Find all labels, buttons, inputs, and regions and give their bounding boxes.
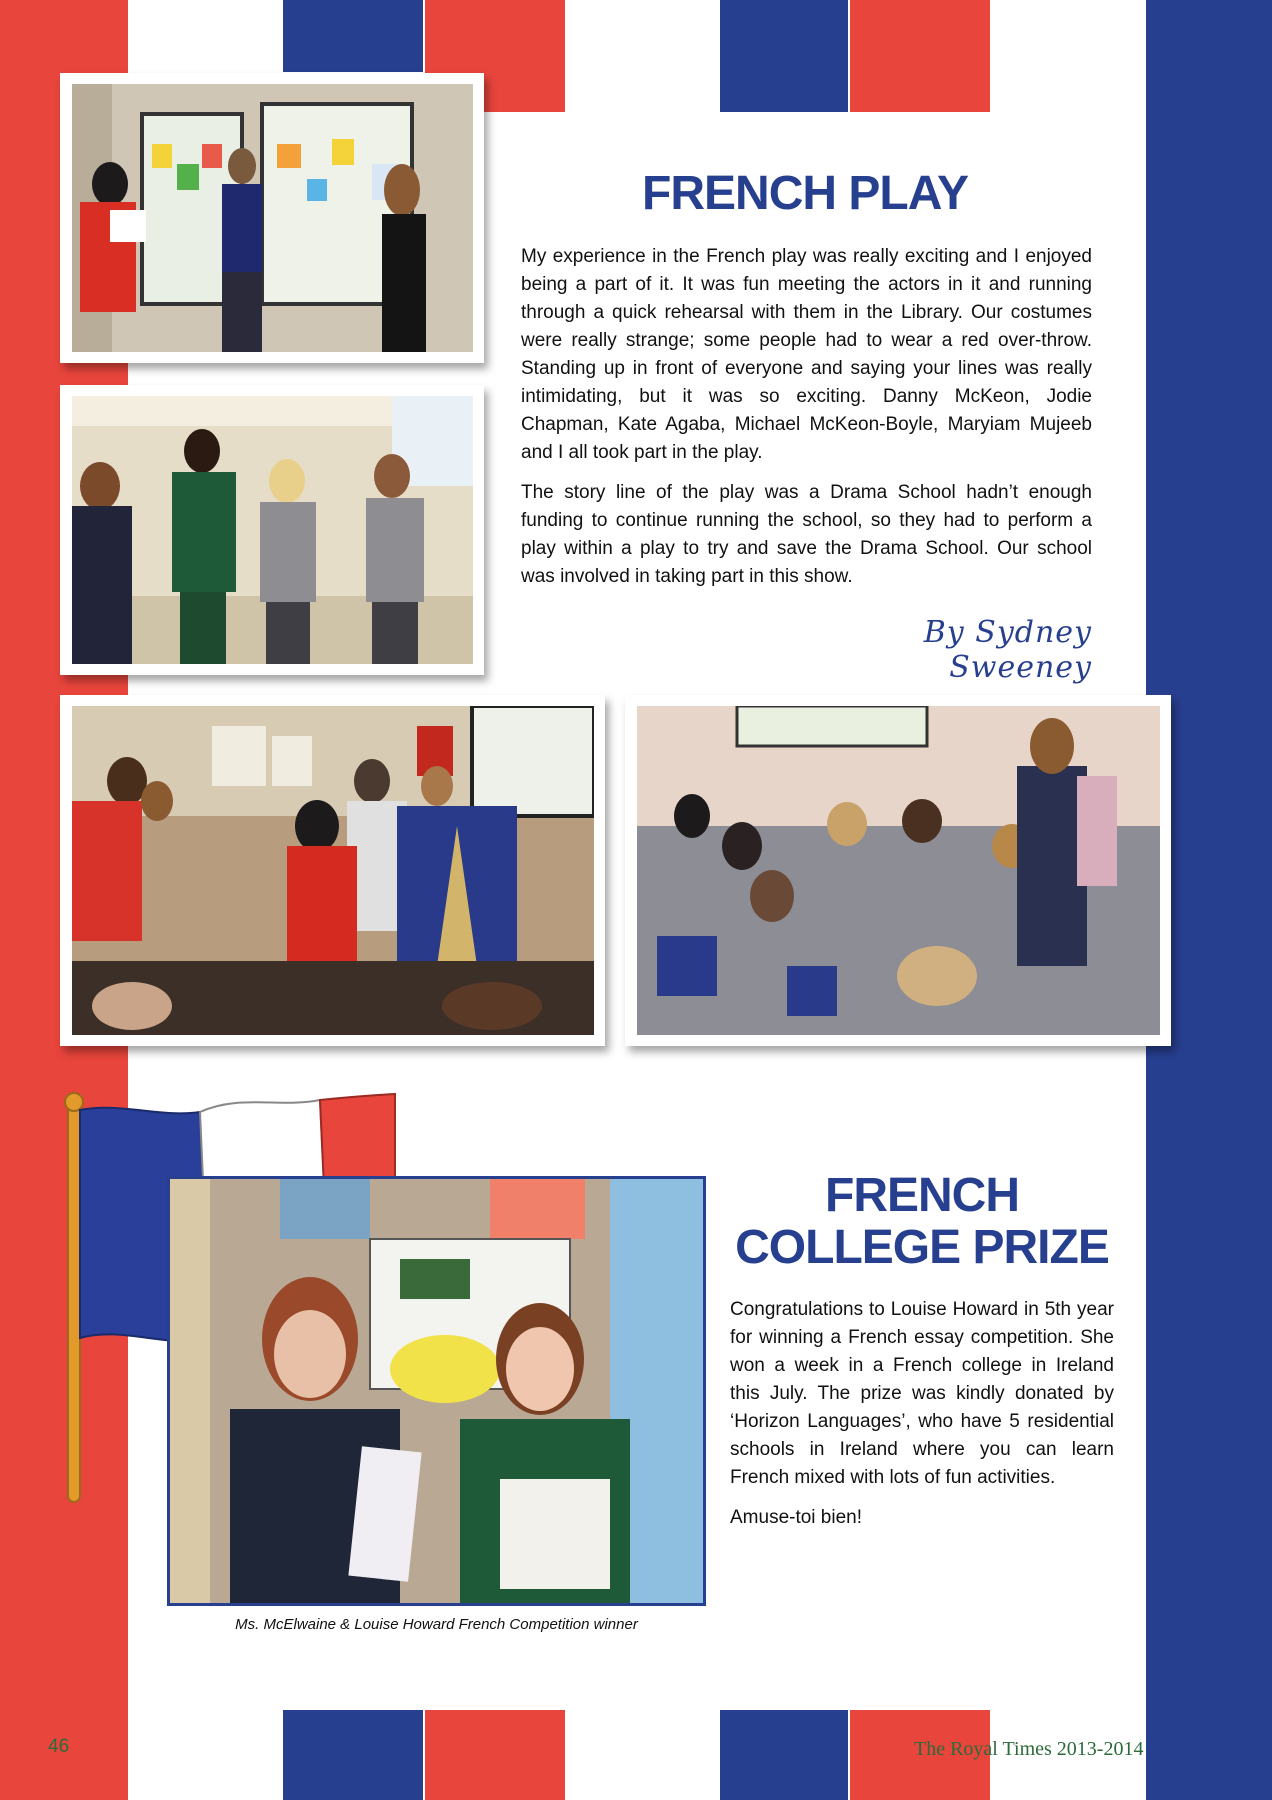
french-play-body bbox=[521, 243, 1092, 603]
prize-title-line-1: FRENCH bbox=[825, 1169, 1019, 1222]
prize-title-line-2: COLLEGE PRIZE bbox=[735, 1221, 1109, 1274]
top-blue-block-2 bbox=[720, 0, 848, 112]
prize-photo-caption: Ms. McElwaine & Louise Howard French Competition winner bbox=[235, 1616, 638, 1633]
french-play-byline: By Sydney Sweeney bbox=[923, 615, 1092, 685]
photo-prize-winner bbox=[170, 1179, 703, 1603]
page-number: 46 bbox=[48, 1736, 70, 1757]
bottom-red-block-1 bbox=[425, 1710, 565, 1800]
prize-paragraph-1: Congratulations to Louise Howard in 5th year for winning a French essay competition. She won a week in a French college in Ireland this July. The prize was kindly donated by ‘Horizon Languages’, who have 5 residential schools in Ireland where you can learn French mixed with lots of fun activities. bbox=[730, 1299, 1114, 1488]
french-play-paragraph-2: The story line of the play was a Drama School hadn’t enough funding to continue running the school, so they had to perform a play within a play to try and save the Drama School. Our school was involved in taking part in this show. bbox=[521, 482, 1092, 587]
publication-title: The Royal Times 2013-2014 bbox=[914, 1738, 1144, 1760]
prize-paragraph-2: Amuse-toi bien! bbox=[730, 1507, 863, 1528]
top-blue-block-1 bbox=[283, 0, 423, 72]
photo-performance bbox=[72, 706, 594, 1035]
prize-body bbox=[730, 1296, 1114, 1544]
photo-students bbox=[72, 396, 473, 664]
french-play-paragraph-1: My experience in the French play was really exciting and I enjoyed being a part of it. It was fun meeting the actors in it and running through a quick rehearsal with them in the Library. Our costumes were really strange; some people had to wear a red over-throw. Standing up in front of everyone and saying your lines was really intimidating, but it was so exciting. Danny McKeon, Jodie Chapman, Kate Agaba, Michael McKeon-Boyle, Maryiam Mujeeb and I all took part in the play. bbox=[521, 246, 1092, 463]
photo-rehearsal bbox=[72, 84, 473, 352]
french-play-title: FRENCH PLAY bbox=[642, 167, 968, 220]
bottom-blue-block-1 bbox=[283, 1710, 423, 1800]
bottom-blue-block-2 bbox=[720, 1710, 848, 1800]
photo-audience bbox=[637, 706, 1160, 1035]
top-red-block-2 bbox=[850, 0, 990, 112]
